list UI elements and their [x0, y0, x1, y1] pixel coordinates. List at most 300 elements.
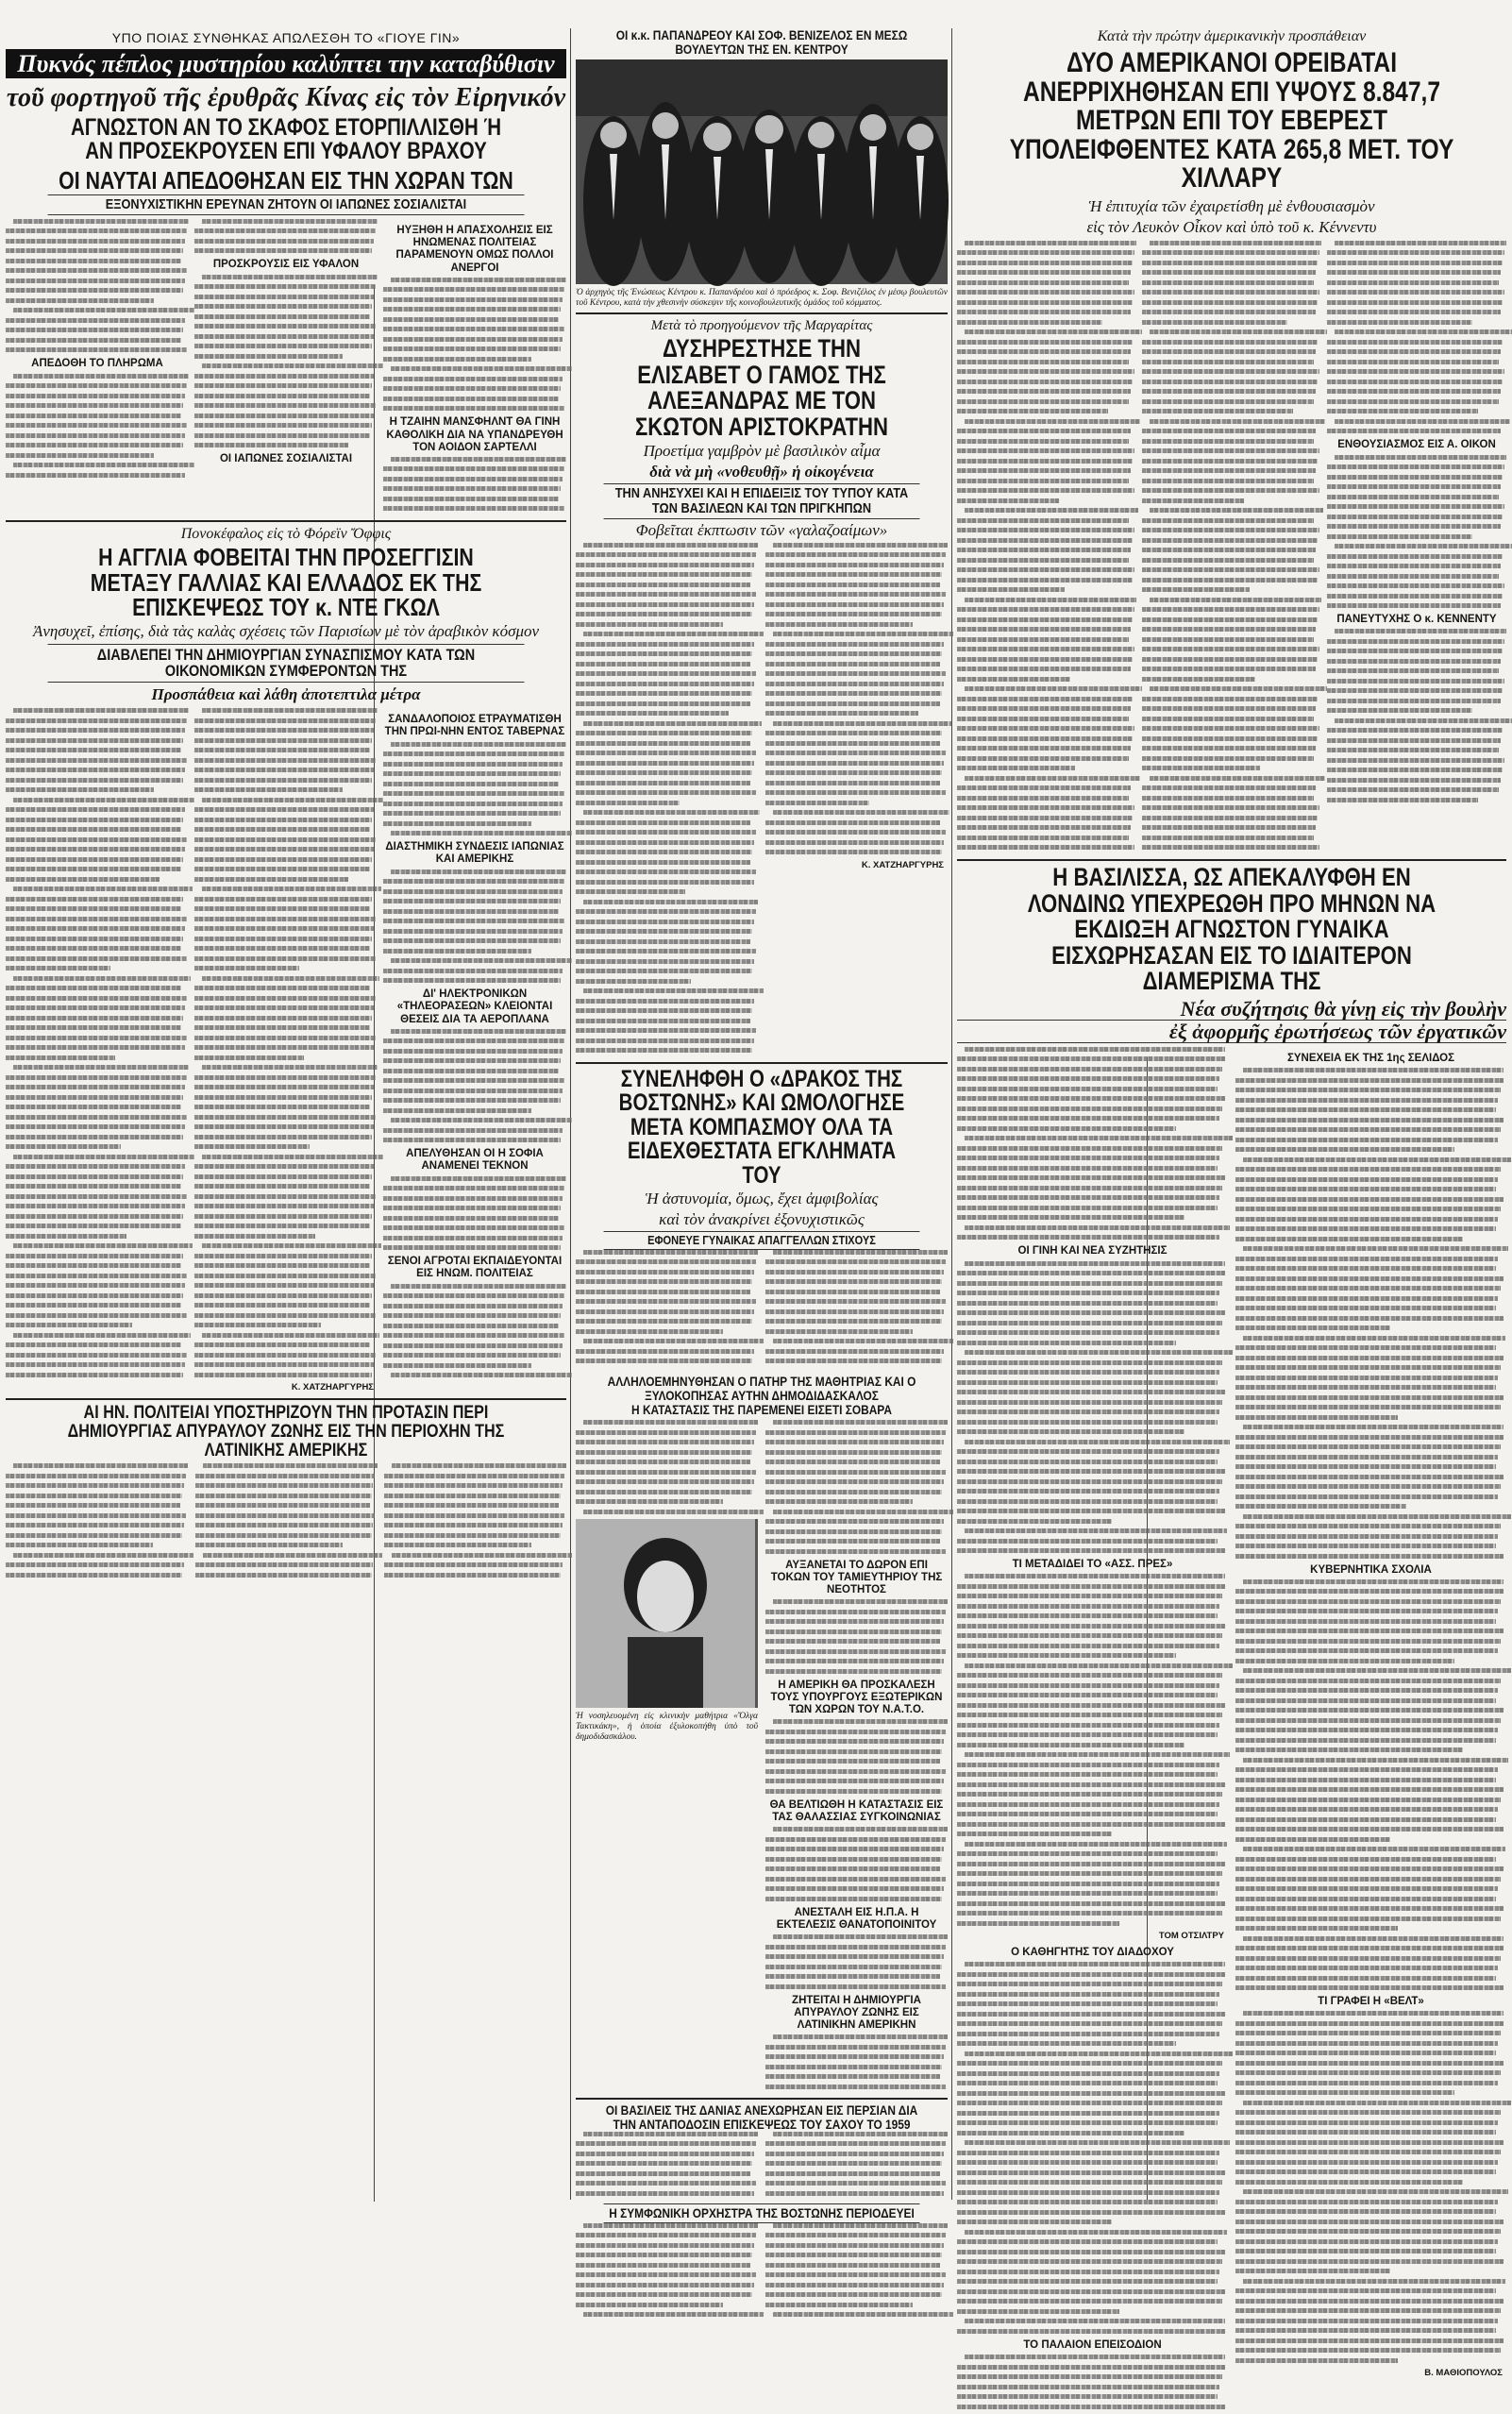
text-line [6, 1144, 121, 1149]
text-line [1235, 1817, 1496, 1822]
text-line [1235, 1296, 1498, 1301]
text-line [957, 1166, 1218, 1171]
text-line [1235, 1127, 1501, 1132]
text-line [576, 1329, 723, 1334]
text-line [576, 2191, 754, 2196]
text-line [384, 1483, 563, 1488]
text-line [576, 691, 752, 696]
text-line [957, 2180, 1222, 2185]
text-line [6, 318, 185, 323]
headline: ΑΛΛΗΛΟΕΜΗΝΥΘΗΣΑΝ Ο ΠΑΤΗΡ ΤΗΣ ΜΑΘΗΤΡΙΑΣ ΚΑΙ Ο ΞΥΛΟΚΟΠΗΣΑΣ ΑΥΤΗΝ ΔΗΜΟΔΙΔΑΣΚΑΛΟΣ [607, 1373, 916, 1403]
text-line [765, 1649, 946, 1654]
text-line [6, 1283, 185, 1288]
text-line [1142, 756, 1314, 761]
text-line [383, 1098, 561, 1103]
text-line [773, 1510, 953, 1514]
group-photo [576, 59, 948, 284]
text-line [383, 1304, 563, 1308]
text-line [1142, 518, 1314, 523]
text-line [1327, 738, 1501, 743]
text-line [965, 2051, 1233, 2056]
text-line [957, 1723, 1219, 1728]
section-heading: ΑΝΕΣΤΑΛΗ ΕΙΣ Η.Π.Α. Η ΕΚΤΕΛΕΣΙΣ ΘΑΝΑΤΟΠΟΙΝΙΤΟΥ [776, 1906, 937, 1932]
text-line [957, 1330, 1219, 1335]
text-line [6, 1254, 183, 1258]
text-line [957, 1146, 1222, 1151]
text-line [765, 1440, 944, 1444]
text-line [765, 1629, 942, 1634]
text-line [1142, 637, 1314, 642]
text-line [1235, 1078, 1504, 1083]
text-line [6, 1562, 184, 1567]
text-line [1335, 455, 1506, 460]
text-line [965, 1136, 1233, 1140]
text-line [765, 2253, 942, 2257]
text-line [1327, 310, 1501, 314]
text-line [765, 2263, 940, 2268]
text-line [6, 1293, 183, 1298]
text-line [576, 1349, 754, 1354]
text-line [383, 406, 564, 411]
text-line [6, 1036, 187, 1040]
section-heading: ΤΟ ΠΑΛΑΙΟΝ ΕΠΕΙΣΟΔΙΟΝ [1023, 2338, 1162, 2351]
text-line [384, 1503, 559, 1508]
text-line [194, 1184, 370, 1189]
text-line [1327, 798, 1478, 802]
text-line [1235, 1544, 1496, 1548]
text-line [1235, 1609, 1498, 1613]
text-line [1235, 1906, 1504, 1911]
text-line [1327, 728, 1503, 733]
text-line [1235, 2070, 1501, 2075]
text-line [383, 1138, 561, 1142]
text-line [194, 1164, 374, 1169]
text-line [202, 219, 378, 224]
text-line [576, 1028, 756, 1033]
text-line [576, 929, 752, 934]
text-line [1327, 409, 1478, 414]
text-line [765, 1965, 942, 1969]
text-line [194, 738, 372, 743]
text-line [1142, 736, 1318, 741]
text-line [765, 711, 918, 716]
text-line [1235, 1147, 1454, 1152]
text-line [202, 1333, 379, 1338]
text-line [957, 1832, 1112, 1836]
text-line [194, 1144, 310, 1149]
text-line [965, 2355, 1225, 2359]
text-line [1142, 647, 1319, 651]
text-line [576, 969, 752, 973]
text-line [765, 572, 942, 577]
text-line [583, 1510, 764, 1514]
text-line [957, 1301, 1218, 1306]
text-line [1327, 504, 1504, 509]
text-line [1235, 1464, 1496, 1469]
text-line [1235, 1698, 1496, 1703]
text-line [957, 340, 1133, 345]
text-line [957, 1851, 1218, 1856]
text-line [576, 869, 756, 874]
text-line [1235, 1365, 1501, 1370]
text-line [195, 1503, 370, 1508]
text-line [194, 837, 376, 842]
text-line [576, 850, 752, 854]
text-line [1235, 2239, 1498, 2244]
text-line [957, 717, 1129, 721]
text-line [957, 538, 1133, 543]
text-line [6, 328, 183, 332]
text-line [1142, 538, 1318, 543]
text-line [1235, 1475, 1504, 1479]
text-line [1335, 718, 1512, 723]
text-line [957, 667, 1131, 671]
text-line [1142, 805, 1319, 810]
text-line [195, 1483, 374, 1488]
text-line [13, 798, 194, 802]
text-line [773, 1339, 953, 1343]
text-line [1235, 1916, 1501, 1921]
text-line [383, 1225, 564, 1230]
text-line [6, 778, 183, 783]
text-line [195, 1474, 376, 1478]
text-line [1327, 380, 1503, 384]
text-line [957, 300, 1133, 305]
text-line [1327, 787, 1499, 792]
text-line [1235, 1718, 1501, 1723]
headline: τοῦ φορτηγοῦ τῆς ἐρυθρᾶς Κίνας εἰς τὸν Εἰρηνικόν [6, 83, 566, 113]
text-line [576, 572, 752, 577]
text-line [576, 1440, 754, 1444]
text-line [957, 261, 1133, 265]
text-line [6, 738, 183, 743]
text-line [194, 1323, 321, 1327]
text-line [1142, 697, 1318, 701]
text-line [957, 2091, 1225, 2096]
text-line [965, 241, 1136, 245]
article-block [6, 708, 566, 1394]
text-line [6, 248, 183, 253]
text-line [773, 1599, 948, 1604]
article-block [957, 1047, 1506, 2414]
text-line [1235, 1589, 1504, 1594]
text-line [576, 790, 756, 795]
text-line [383, 889, 563, 894]
text-line [6, 1362, 185, 1367]
text-line [576, 909, 756, 914]
text-line [1235, 1926, 1398, 1931]
text-line [957, 1469, 1225, 1474]
text-line [1235, 1886, 1498, 1891]
text-line [194, 1234, 315, 1239]
section-heading: ΕΦΟΝΕΥΕ ΓΥΝΑΙΚΑΣ ΑΠΑΓΓΕΛΛΩΝ ΣΤΙΧΟΥΣ [604, 1231, 920, 1250]
text-line [957, 1400, 1222, 1405]
text-line [194, 314, 370, 319]
text-line [1142, 439, 1314, 444]
text-line [1235, 1356, 1504, 1360]
text-line [1235, 1554, 1504, 1559]
text-line [194, 768, 374, 772]
text-line [957, 518, 1129, 523]
text-line [576, 1319, 752, 1324]
section-heading: ΟΙ ΙΑΠΩΝΕΣ ΣΟΣΙΑΛΙΣΤΑΙ [219, 453, 353, 465]
section-heading: ΣΥΝΕΧΕΙΑ ΕΚ ΤΗΣ 1ης ΣΕΛΙΔΟΣ [1286, 1052, 1454, 1064]
article-text [383, 708, 566, 1394]
text-line [957, 647, 1134, 651]
text-line [391, 1284, 566, 1289]
text-line [6, 279, 185, 283]
body-text [765, 1934, 948, 1989]
text-line [6, 1214, 183, 1219]
text-line [957, 627, 1131, 632]
text-line [576, 751, 756, 755]
article-block [6, 219, 566, 516]
text-line [1235, 1866, 1504, 1871]
text-line [576, 701, 750, 706]
text-line [1235, 2319, 1498, 2323]
text-line [383, 969, 563, 973]
text-line [965, 1752, 1230, 1757]
text-line [1235, 1217, 1498, 1222]
text-line [957, 1076, 1219, 1081]
body-text [383, 457, 566, 512]
text-line [765, 1779, 944, 1783]
text-line [957, 2190, 1219, 2195]
text-line [383, 1363, 531, 1368]
text-line [6, 956, 187, 961]
text-line [6, 1533, 182, 1538]
text-line [1142, 706, 1316, 711]
text-line [194, 1293, 372, 1298]
text-line [1142, 270, 1316, 275]
text-line [957, 1056, 1225, 1061]
photo-caption: Ὁ ἀρχηγὸς τῆς Ἑνώσεως Κέντρου κ. Παπανδρέου καὶ ὁ πρόεδρος κ. Σοφ. Βενιζέλος ἐν μέσῳ βουλευτῶν τοῦ Κέντρου, κατὰ τὴν χθεσινὴν σύσκεψιν τῆς κοινοβουλευτικῆς ὁμάδος τοῦ κόμματος. [576, 288, 948, 309]
text-line [202, 976, 379, 981]
text-line [765, 612, 942, 616]
text-line [1235, 1207, 1501, 1211]
text-line [1235, 2308, 1501, 2313]
text-line [1235, 2031, 1501, 2035]
text-line [1235, 1167, 1501, 1172]
text-line [1235, 2160, 1498, 2165]
text-line [957, 785, 1131, 790]
text-line [1243, 1157, 1511, 1162]
text-line [1235, 1177, 1498, 1182]
text-line [383, 762, 563, 767]
text-line [957, 677, 1070, 682]
body-text [765, 2223, 948, 2318]
text-line [194, 1085, 374, 1089]
text-line [383, 978, 561, 983]
body-text [576, 543, 758, 1054]
text-line [1142, 290, 1319, 295]
text-line [773, 1250, 948, 1255]
text-line [1327, 688, 1503, 693]
text-line [957, 825, 1131, 830]
text-line [1327, 583, 1504, 588]
body-text [765, 2034, 948, 2089]
text-line [957, 796, 1129, 801]
text-line [957, 488, 1134, 493]
text-line [6, 1075, 187, 1080]
text-line [957, 290, 1134, 295]
text-line [957, 1156, 1219, 1160]
text-line [194, 787, 343, 792]
text-line [957, 349, 1131, 354]
text-line [1142, 558, 1314, 563]
text-line [383, 1038, 564, 1043]
article-block [576, 1250, 948, 1369]
text-line [1327, 649, 1503, 653]
text-line [765, 1639, 940, 1644]
text-line [1235, 1504, 1406, 1509]
text-line [194, 433, 370, 438]
text-line [957, 1116, 1219, 1121]
text-line [957, 2151, 1219, 2155]
text-line [765, 1610, 946, 1614]
text-line [194, 867, 370, 871]
text-line [195, 1573, 372, 1578]
text-line [194, 1025, 370, 1030]
text-line [6, 1016, 183, 1021]
text-line [583, 1339, 764, 1343]
text-line [583, 2312, 764, 2317]
section-heading: ΑΠΕΛΥΘΗΣΑΝ ΟΙ Η ΣΟΦΙΑ ΑΝΑΜΕΝΕΙ ΤΕΚΝΟΝ [406, 1148, 544, 1173]
text-line [194, 996, 376, 1001]
text-line [1235, 2338, 1504, 2343]
text-line [576, 1038, 754, 1043]
text-line [576, 1019, 750, 1023]
section-heading: ΤΙ ΜΕΤΑΔΙΔΕΙ ΤΟ «ΑΣΣ. ΠΡΕΣ» [1012, 1559, 1173, 1571]
text-line [6, 758, 187, 763]
text-line [194, 295, 374, 299]
text-line [383, 397, 559, 401]
text-line [13, 1065, 189, 1070]
text-line [957, 429, 1131, 433]
text-line [6, 1045, 185, 1050]
text-line [957, 1235, 1219, 1240]
text-line [1142, 845, 1319, 850]
text-line [6, 1323, 132, 1327]
text-line [13, 219, 189, 224]
text-line [583, 543, 758, 548]
text-line [576, 2292, 752, 2297]
body-text [383, 1284, 566, 1378]
text-line [383, 771, 561, 776]
text-line [383, 386, 561, 391]
text-line [965, 776, 1140, 781]
text-line [957, 389, 1131, 394]
text-line [195, 1543, 343, 1547]
text-line [1142, 468, 1316, 473]
text-line [957, 2394, 1218, 2399]
headline: Η ΒΑΣΙΛΙΣΣΑ, ΩΣ ΑΠΕΚΑΛΥΦΘΗ ΕΝ ΛΟΝΔΙΝΩ ΥΠΕΧΡΕΩΘΗ ΠΡΟ ΜΗΝΩΝ ΝΑ ΕΚΔΙΩΞΗ ΑΓΝΩΣΤΟΝ ΓΥΝΑΙΚΑ ΕΙΣΧΩΡΗΣΑΣΑΝ ΕΙΣ ΤΟ ΙΔΙΑΙΤΕΡΟΝ ΔΙΑΜΕΡΙΣΜΑ ΤΗΣ [1027, 862, 1436, 996]
text-line [583, 810, 760, 815]
body-text [957, 1574, 1228, 1926]
section-heading: ΠΡΟΣΚΡΟΥΣΙΣ ΕΙΣ ΥΦΑΛΟΝ [212, 259, 360, 271]
text-line [576, 840, 754, 845]
text-line [6, 1513, 186, 1518]
text-line [1243, 2101, 1511, 2105]
text-line [1243, 1758, 1508, 1763]
headline: Η ΑΓΓΛΙΑ ΦΟΒΕΙΤΑΙ ΤΗΝ ΠΡΟΣΕΓΓΙΣΙΝ ΜΕΤΑΞΥ ΓΑΛΛΙΑΣ ΚΑΙ ΕΛΛΑΔΟΣ ΕΚ ΤΗΣ ΕΠΙΣΚΕΨΕΩΣ ΤΟΥ κ. ΝΤΕ ΓΚΩΛ [90, 542, 482, 622]
text-line [13, 1553, 193, 1558]
text-line [576, 1299, 756, 1304]
text-line [765, 1450, 942, 1455]
text-line [765, 1549, 946, 1554]
text-line [765, 1539, 940, 1544]
body-text [957, 1261, 1228, 1554]
text-line [957, 1584, 1225, 1589]
text-line [1235, 2229, 1501, 2234]
text-line [6, 1303, 181, 1308]
text-line [957, 1186, 1222, 1190]
text-line [1327, 320, 1472, 325]
middle-column [576, 27, 948, 2221]
text-line [576, 1048, 752, 1053]
text-line [957, 2365, 1225, 2370]
text-line [391, 1373, 572, 1377]
article-text [957, 1047, 1228, 2414]
text-line [957, 1613, 1218, 1618]
text-line [957, 1390, 1225, 1394]
text-line [194, 728, 374, 733]
text-line [957, 1624, 1225, 1629]
text-line [1142, 816, 1318, 820]
text-line [965, 2230, 1227, 2235]
text-line [195, 1533, 372, 1538]
article-block [576, 2132, 948, 2202]
text-line [957, 617, 1133, 622]
text-line [957, 1479, 1222, 1484]
text-line [765, 850, 942, 854]
text-line [765, 1359, 942, 1363]
text-line [765, 701, 940, 706]
text-line [1235, 1088, 1501, 1092]
text-line [391, 1118, 572, 1123]
text-line [6, 453, 154, 458]
text-line [1235, 1118, 1504, 1123]
text-line [965, 1962, 1225, 1967]
subheadline: Νέα συζήτησις θὰ γίνῃ εἰς τὴν βουλὴν [1180, 996, 1506, 1021]
text-line [1235, 1956, 1501, 1961]
text-line [957, 836, 1129, 840]
text-line [576, 2253, 752, 2257]
text-line [6, 1135, 183, 1139]
text-line [576, 959, 754, 964]
text-line [1235, 2140, 1504, 2145]
body-text [383, 1176, 566, 1251]
text-line [965, 1574, 1225, 1578]
text-line [383, 791, 564, 796]
text-line [1235, 1629, 1504, 1633]
section-heading: Η ΑΜΕΡΙΚΗ ΘΑ ΠΡΟΣΚΑΛΕΣΗ ΤΟΥΣ ΥΠΟΥΡΓΟΥΣ ΕΞΩΤΕΡΙΚΩΝ ΤΩΝ ΧΩΡΩΝ ΤΟΥ Ν.Α.Τ.Ο. [770, 1679, 943, 1716]
text-line [957, 816, 1133, 820]
text-line [1235, 1778, 1496, 1782]
text-line [765, 671, 946, 676]
text-line [1235, 2358, 1398, 2363]
text-line [957, 1644, 1219, 1648]
text-line [383, 1089, 563, 1093]
text-line [1235, 1455, 1498, 1460]
text-line [1235, 1679, 1501, 1683]
body-text [576, 1420, 758, 1514]
text-line [957, 2032, 1219, 2036]
subheadline: Προετίμα γαμβρὸν μὲ βασιλικὸν αἷμα [643, 442, 881, 461]
text-line [957, 2012, 1225, 2017]
text-line [957, 746, 1131, 751]
divider [6, 1398, 566, 1400]
